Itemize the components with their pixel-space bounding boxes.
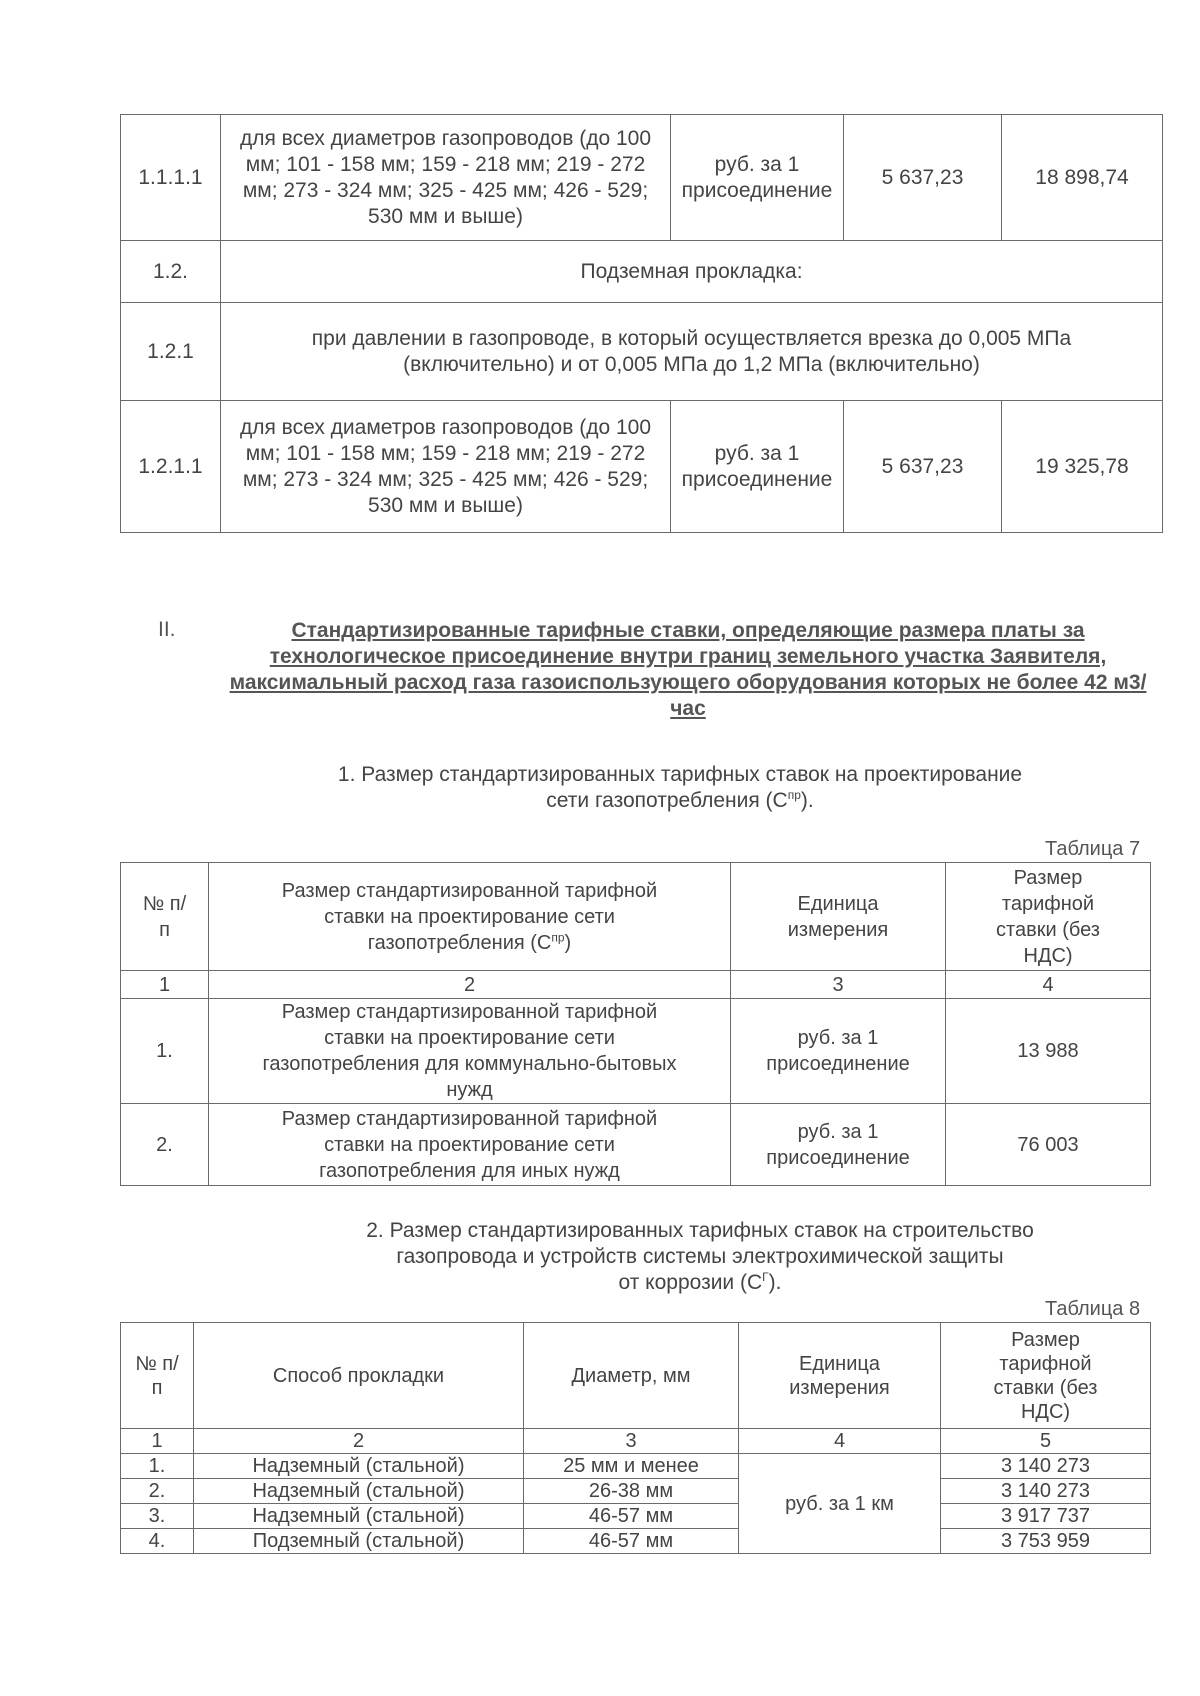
col-number: 2 xyxy=(194,1429,524,1454)
row-number: 1. xyxy=(121,999,209,1104)
table-7 xyxy=(120,862,1151,1186)
table-header-row xyxy=(121,863,1151,971)
table-row xyxy=(121,999,1151,1104)
row-description: для всех диаметров газопроводов (до 100 мм; 101 - 158 мм; 159 - 218 мм; 219 - 272 мм; 273 - 324 мм; 325 - 425 мм; 426 - 529; 530 мм и выше) xyxy=(221,115,671,241)
table-header-row xyxy=(121,1323,1151,1429)
row-span-text: при давлении в газопроводе, в который осуществляется врезка до 0,005 МПа (включительно) и от 0,005 МПа до 1,2 МПа (включительно) xyxy=(221,303,1163,401)
row-value-2: 19 325,78 xyxy=(1002,401,1163,533)
row-number: 1.1.1.1 xyxy=(121,115,221,241)
subsection-2-title xyxy=(260,1218,1140,1296)
row-number: 2. xyxy=(121,1479,194,1504)
subsection-1-title xyxy=(240,762,1120,814)
row-rate: 3 140 273 xyxy=(941,1479,1151,1504)
row-method: Надземный (стальной) xyxy=(194,1454,524,1479)
table-8 xyxy=(120,1322,1151,1554)
table-row xyxy=(121,115,1163,241)
col-number: 5 xyxy=(941,1429,1151,1454)
row-rate: 76 003 xyxy=(946,1104,1151,1186)
table-row xyxy=(121,241,1163,303)
header-name xyxy=(209,863,731,971)
row-rate: 3 753 959 xyxy=(941,1529,1151,1554)
header-num: № п/п xyxy=(121,863,209,971)
col-number: 2 xyxy=(209,971,731,999)
table-row xyxy=(121,1104,1151,1186)
row-unit: руб. за 1 присоединение xyxy=(671,115,844,241)
row-number: 1.2.1.1 xyxy=(121,401,221,533)
row-value-2: 18 898,74 xyxy=(1002,115,1163,241)
row-method: Подземный (стальной) xyxy=(194,1529,524,1554)
row-method: Надземный (стальной) xyxy=(194,1504,524,1529)
row-rate: 3 917 737 xyxy=(941,1504,1151,1529)
header-name-sup: пр xyxy=(551,929,565,944)
row-method: Надземный (стальной) xyxy=(194,1479,524,1504)
table-row xyxy=(121,1479,1151,1504)
row-name: Размер стандартизированной тарифной ставки на проектирование сети газопотребления для иных нужд xyxy=(209,1104,731,1186)
subsection-1-line-1: 1. Размер стандартизированных тарифных ставок на проектирование xyxy=(337,763,1023,786)
col-number: 1 xyxy=(121,1429,194,1454)
header-diameter: Диаметр, мм xyxy=(524,1323,739,1429)
subsection-2-line-3 xyxy=(260,1270,1140,1296)
section-title: Стандартизированные тарифные ставки, определяющие размера платы за технологическое присоединение внутри границ земельного участка Заявителя, максимальный расход газа газоиспользующего оборудования которых не более 42 м3/час xyxy=(229,619,1147,720)
col-number: 3 xyxy=(524,1429,739,1454)
header-name-end: ) xyxy=(564,931,572,954)
header-num: № п/п xyxy=(121,1323,194,1429)
table-row xyxy=(121,1454,1151,1479)
tariff-table-continuation xyxy=(120,114,1163,533)
col-number: 3 xyxy=(731,971,946,999)
header-rate: Размер тарифной ставки (без НДС) xyxy=(941,1323,1151,1429)
header-rate: Размер тарифной ставки (без НДС) xyxy=(946,863,1151,971)
header-name-text: Размер стандартизированной тарифной ставки на проектирование сети газопотребления (С xyxy=(281,879,658,954)
column-number-row xyxy=(121,1429,1151,1454)
row-span-text: Подземная прокладка: xyxy=(221,241,1163,303)
row-rate: 13 988 xyxy=(946,999,1151,1104)
row-number: 3. xyxy=(121,1504,194,1529)
section-heading xyxy=(140,618,1160,722)
row-unit: руб. за 1 присоединение xyxy=(671,401,844,533)
table-row xyxy=(121,401,1163,533)
subsection-2-line-2: газопровода и устройств системы электрохимической защиты xyxy=(396,1245,1004,1268)
row-value-1: 5 637,23 xyxy=(844,401,1002,533)
subsection-1-line-2 xyxy=(240,788,1120,814)
row-name: Размер стандартизированной тарифной ставки на проектирование сети газопотребления для коммунально-бытовых нужд xyxy=(209,999,731,1104)
col-number: 4 xyxy=(739,1429,941,1454)
subsection-2-line-1: 2. Размер стандартизированных тарифных ставок на строительство xyxy=(366,1219,1034,1242)
row-number: 1.2. xyxy=(121,241,221,303)
table-row xyxy=(121,1529,1151,1554)
header-method: Способ прокладки xyxy=(194,1323,524,1429)
row-unit-merged: руб. за 1 км xyxy=(739,1454,941,1554)
row-diameter: 46-57 мм xyxy=(524,1504,739,1529)
row-diameter: 26-38 мм xyxy=(524,1479,739,1504)
row-value-1: 5 637,23 xyxy=(844,115,1002,241)
subsection-1-line-2-end: ). xyxy=(800,789,814,812)
row-rate: 3 140 273 xyxy=(941,1454,1151,1479)
section-number: II. xyxy=(158,618,176,641)
subsection-2-sup: Г xyxy=(762,1270,769,1284)
table-row xyxy=(121,1504,1151,1529)
col-number: 1 xyxy=(121,971,209,999)
row-number: 4. xyxy=(121,1529,194,1554)
col-number: 4 xyxy=(946,971,1151,999)
row-unit: руб. за 1 присоединение xyxy=(731,999,946,1104)
table-8-label: Таблица 8 xyxy=(1045,1298,1141,1320)
header-unit: Единица измерения xyxy=(739,1323,941,1429)
subsection-1-sup: пр xyxy=(787,788,801,802)
header-unit: Единица измерения xyxy=(731,863,946,971)
row-number: 1.2.1 xyxy=(121,303,221,401)
subsection-1-line-2-text: сети газопотребления (С xyxy=(546,789,788,812)
row-number: 1. xyxy=(121,1454,194,1479)
row-number: 2. xyxy=(121,1104,209,1186)
row-description: для всех диаметров газопроводов (до 100 мм; 101 - 158 мм; 159 - 218 мм; 219 - 272 мм; 273 - 324 мм; 325 - 425 мм; 426 - 529; 530 мм и выше) xyxy=(221,401,671,533)
subsection-2-line-3-end: ). xyxy=(768,1271,782,1294)
table-7-label: Таблица 7 xyxy=(1045,838,1141,860)
row-diameter: 25 мм и менее xyxy=(524,1454,739,1479)
table-row xyxy=(121,303,1163,401)
column-number-row xyxy=(121,971,1151,999)
row-diameter: 46-57 мм xyxy=(524,1529,739,1554)
row-unit: руб. за 1 присоединение xyxy=(731,1104,946,1186)
subsection-2-line-3-text: от коррозии (С xyxy=(618,1271,763,1294)
